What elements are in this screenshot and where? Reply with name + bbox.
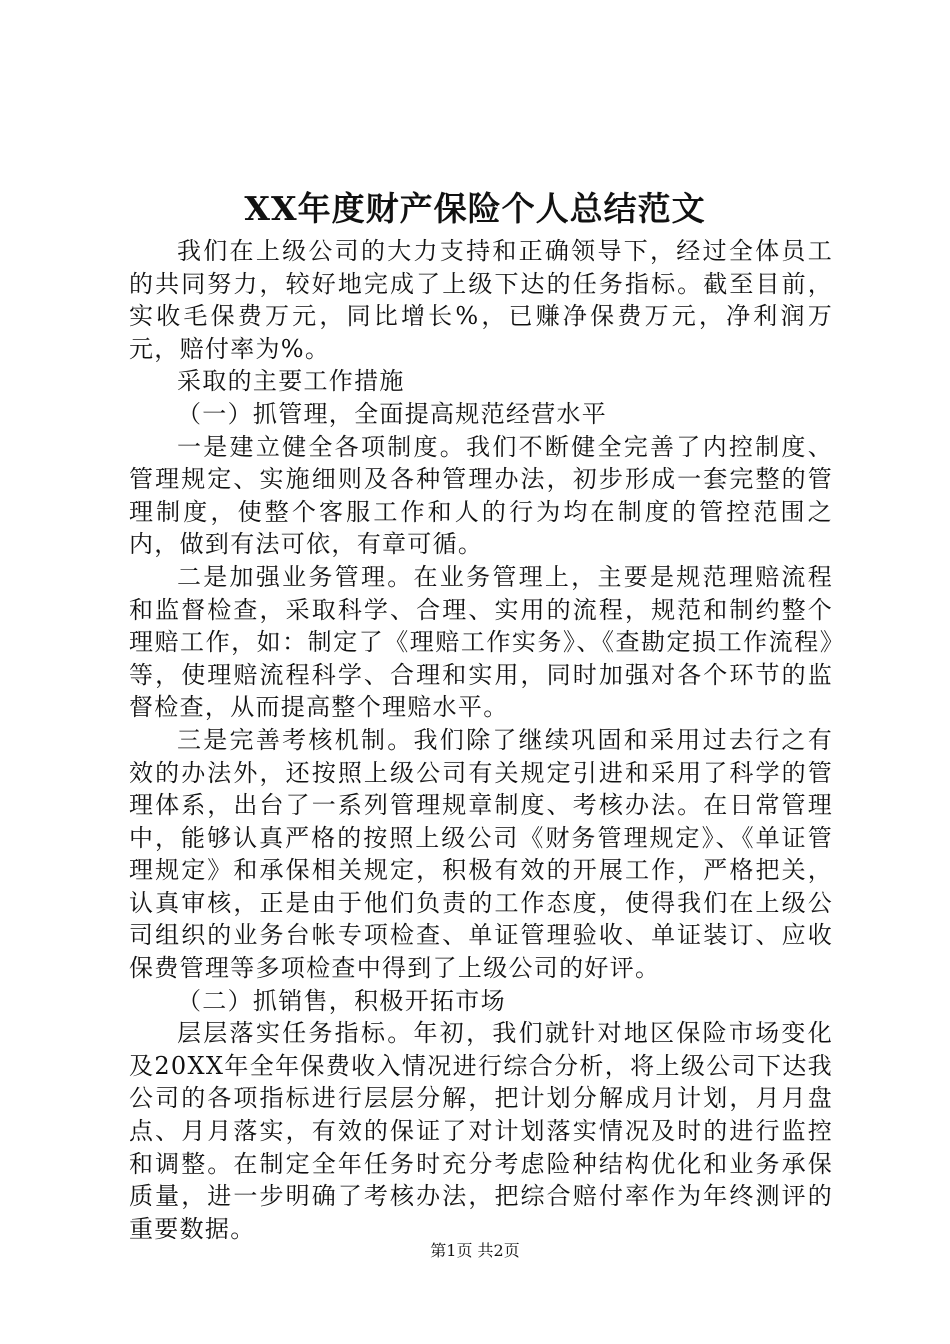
subsection-heading-sales: （二）抓销售，积极开拓市场	[177, 986, 506, 1015]
document-title: XX年度财产保险个人总结范文	[244, 189, 706, 228]
paragraph-regulations: 一是建立健全各项制度。我们不断健全完善了内控制度、管理规定、实施细则及各种管理办法，初步形成一套完整的管理制度，使整个客服工作和人的行为均在制度的管控范围之内，做到有法可依，有章可循。	[129, 432, 833, 559]
paragraph-assessment: 三是完善考核机制。我们除了继续巩固和采用过去行之有效的办法外，还按照上级公司有关规定引进和采用了科学的管理体系，出台了一系列管理规章制度、考核办法。在日常管理中，能够认真严格的按照上级公司《财务管理规定》、《单证管理规定》和承保相关规定，积极有效的开展工作，严格把关，认真审核，正是由于他们负责的工作态度，使得我们在上级公司组织的业务台帐专项检查、单证管理验收、单证装订、应收保费管理等多项检查中得到了上级公司的好评。	[129, 725, 833, 983]
subsection-heading-management: （一）抓管理，全面提高规范经营水平	[177, 399, 608, 428]
page-footer: 第1页 共2页	[430, 1241, 520, 1260]
paragraph-task-targets: 层层落实任务指标。年初，我们就针对地区保险市场变化及20XX年全年保费收入情况进行综合分析，将上级公司下达我公司的各项指标进行层层分解，把计划分解成月计划，月月盘点、月月落实，有效的保证了对计划落实情况及时的进行监控和调整。在制定全年任务时充分考虑险种结构优化和业务承保质量，进一步明确了考核办法，把综合赔付率作为年终测评的重要数据。	[129, 1019, 833, 1243]
paragraph-business-management: 二是加强业务管理。在业务管理上，主要是规范理赔流程和监督检查，采取科学、合理、实用的流程，规范和制约整个理赔工作，如：制定了《理赔工作实务》、《查勘定损工作流程》等，使理赔流程科学、合理和实用，同时加强对各个环节的监督检查，从而提高整个理赔水平。	[129, 562, 833, 722]
section-heading-measures: 采取的主要工作措施	[177, 367, 405, 396]
document-body	[129, 235, 833, 1245]
intro-paragraph: 我们在上级公司的大力支持和正确领导下，经过全体员工的共同努力，较好地完成了上级下达的任务指标。截至目前，实收毛保费万元，同比增长%，已赚净保费万元，净利润万元，赔付率为%。	[129, 237, 833, 363]
